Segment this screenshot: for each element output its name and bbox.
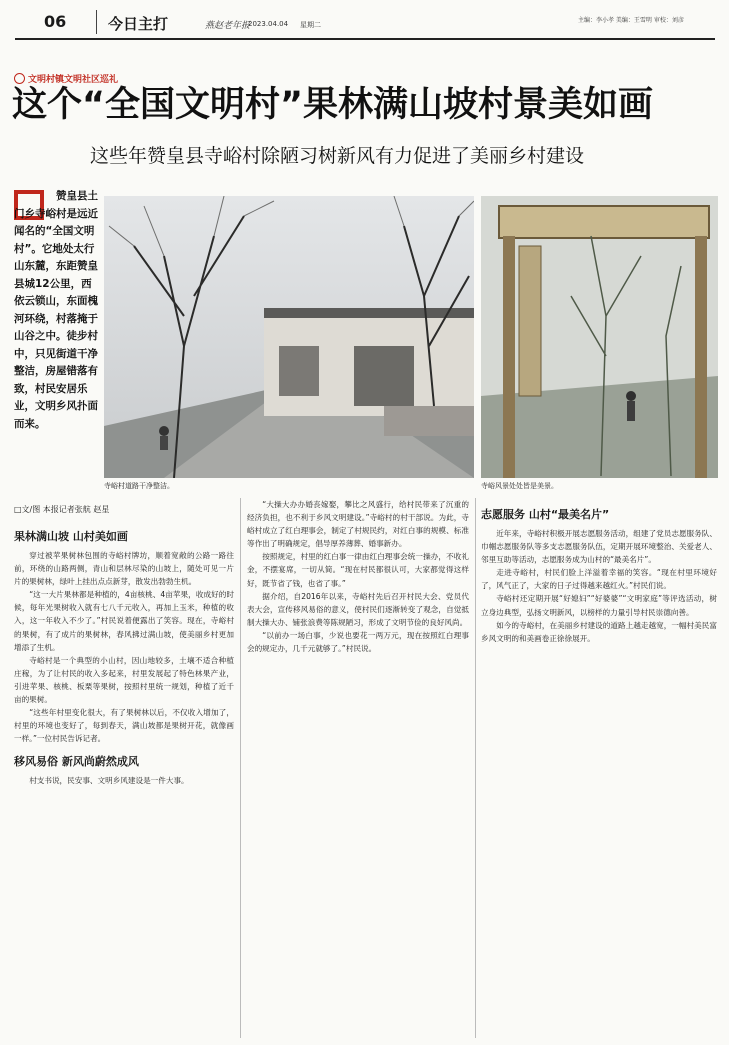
article-column-2	[247, 498, 469, 655]
column-divider	[475, 498, 476, 1038]
issue-date: 2023.04.04	[248, 20, 289, 28]
article-paragraph: 按照规定，村里的红白事一律由红白理事会统一操办，不收礼金，不摆宴席，一切从简。“现在村民都很认可，大家都觉得这样好，既节省了钱，也省了事。”	[247, 552, 469, 588]
issue-weekday: 星期二	[300, 21, 321, 29]
photo-caption-right: 寺峪风景处处皆是美景。	[481, 482, 558, 490]
article-paragraph: “以前办一场白事，少说也要花一两万元，现在按照红白理事会的规定办，几千元就够了。”村民说。	[247, 630, 469, 654]
masthead-rule	[15, 38, 715, 40]
article-paragraph: 村支书说，民安事、文明乡风建设是一件大事。	[29, 776, 189, 786]
section-heading: 志愿服务 山村“最美名片”	[481, 508, 610, 521]
kicker-text: 文明村镇文明社区巡礼	[28, 75, 119, 85]
article-column-3	[481, 498, 717, 645]
editors-credit: 主编：李小孝 美编：王雪明 审校：刘彦	[578, 17, 684, 24]
headline: 这个“全国文明村”果林满山坡村景美如画	[12, 85, 654, 125]
culture-square-photo	[481, 196, 718, 478]
photo-caption-left: 寺峪村道路干净整洁。	[104, 482, 174, 490]
circle-icon	[14, 73, 25, 84]
masthead	[0, 0, 729, 40]
article-paragraph: 走进寺峪村，村民们脸上洋溢着幸福的笑容。“现在村里环境好了，风气正了，大家的日子过得越来越红火。”村民们说。	[481, 568, 717, 591]
article-paragraph: 近年来，寺峪村积极开展志愿服务活动，组建了党员志愿服务队、巾帼志愿服务队等多支志愿服务队伍，定期开展环境整治、关爱老人、邻里互助等活动，志愿服务成为山村的“最美名片”。	[481, 529, 717, 565]
paper-name: 燕赵老年报	[205, 21, 251, 31]
article-paragraph: 寺峪村是一个典型的小山村，因山地较多，土壤不适合种植庄稼，为了让村民的收入多起来，村里发展起了特色林果产业，引进苹果、核桃、板栗等果树，按照村里统一规划，种植了近千亩的果树。	[14, 655, 234, 705]
section-title: 今日主打	[108, 15, 169, 33]
village-road-illustration	[104, 196, 474, 478]
village-road-photo	[104, 196, 474, 478]
article-paragraph: “这一大片果林都是种植的，4亩核桃、4亩苹果，收成好的时候，每年光果树收入就有七八千元收入，再加上玉米，种植的收入，这一年收入不少了。”村民说着便露出了笑容。现在，寺峪村的果树，有了成片的果树林，春风拂过满山坡，使美丽乡村更加增添了生机。	[14, 590, 234, 652]
article-paragraph: “大操大办办婚丧嫁娶，攀比之风盛行，给村民带来了沉重的经济负担，也不利于乡风文明建设。”寺峪村的村干部说。为此，寺峪村成立了红白理事会，制定了村规民约，对红白事的规模、标准等作出了明确规定，倡导厚养薄葬、婚事新办。	[247, 500, 469, 549]
byline: □文/图 本报记者张航 赵星	[14, 505, 110, 514]
lead-paragraph: 赞皇县土门乡寺峪村是远近闻名的“全国文明村”。它地处太行山东麓，东距赞皇县城12公里，西依云锁山，东面槐河环绕，村落掩于山谷之中。徒步村中，只见街道干净整洁，房屋错落有致，村民安居乐业，文明乡风扑面而来。	[14, 190, 98, 430]
article-paragraph: 据介绍，自2016年以来，寺峪村先后召开村民大会、党员代表大会，宣传移风易俗的意义，使村民们逐渐转变了观念，自觉抵制大操大办、铺张浪费等陈规陋习，形成了文明节俭的良好风尚。	[247, 591, 469, 627]
column-divider	[240, 498, 241, 1038]
article-column-1	[14, 520, 234, 788]
article-paragraph: “这些年村里变化很大，有了果树林以后，不仅收入增加了，村里的环境也变好了，每到春天，满山坡都是果树开花，就像画一样。”一位村民告诉记者。	[14, 708, 234, 744]
section-heading: 果林满山坡 山村美如画	[14, 530, 128, 543]
article-paragraph: 穿过被苹果树林包围的寺峪村牌坊，顺着宽敞的公路一路往前，环绕的山路两侧，青山和层林尽染的山坡上，随处可见一片片的果树林，绿叶上挂出点点新芽，散发出勃勃生机。	[14, 551, 234, 587]
subheadline: 这些年赞皇县寺峪村除陋习树新风有力促进了美丽乡村建设	[90, 145, 585, 167]
section-heading: 移风易俗 新风尚蔚然成风	[14, 755, 139, 769]
page-number: 06	[44, 12, 67, 31]
article-paragraph: 如今的寺峪村，在美丽乡村建设的道路上越走越宽，一幅村美民富乡风文明的和美画卷正徐徐展开。	[481, 620, 717, 643]
culture-square-illustration	[481, 196, 718, 478]
article-paragraph: 寺峪村还定期开展“好媳妇”“好婆婆”“文明家庭”等评选活动，树立身边典型，弘扬文明新风，以榜样的力量引导村民崇德向善。	[481, 594, 717, 617]
masthead-divider	[96, 10, 97, 34]
